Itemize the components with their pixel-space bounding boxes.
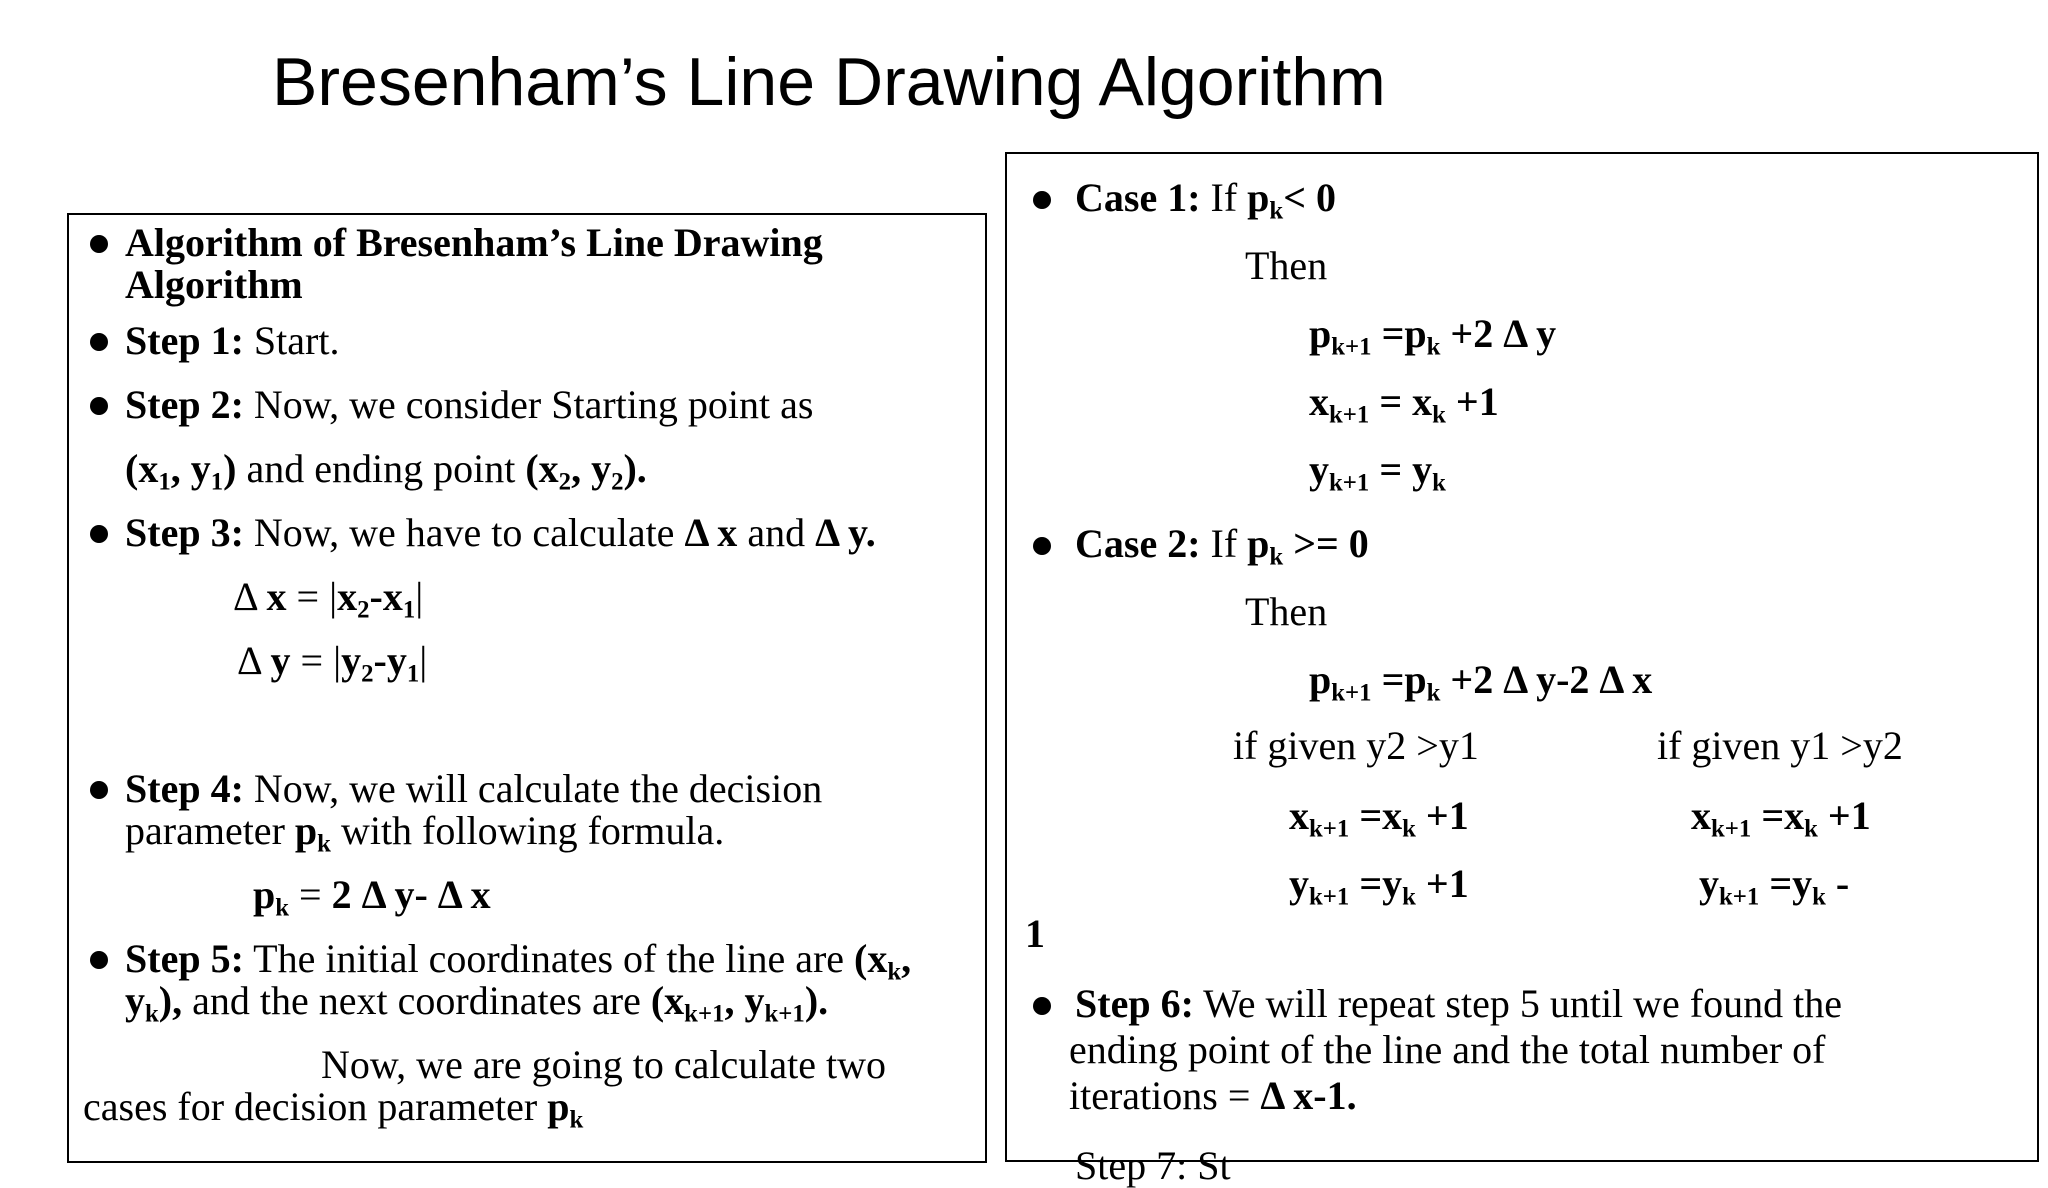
condition-y2-greater: if given y2 >y1 <box>1233 723 1479 768</box>
bullet-icon <box>90 397 108 415</box>
algorithm-steps-box <box>67 213 987 1163</box>
bullet-icon <box>90 781 108 799</box>
case-1: Case 1: If $p_k< 0$ <box>1075 175 1337 225</box>
bullet-icon <box>90 951 108 969</box>
step-4-line2: parameter $p_k$ with following formula. <box>125 808 725 858</box>
step-6-line3: iterations = Δ x-1. <box>1069 1073 1357 1118</box>
step-2-text: Now, we consider Starting point as <box>243 382 814 427</box>
case-2-p-formula: $p_{k+1} =p_k +2$ Δ y-2 Δ x <box>1309 657 1653 707</box>
case-1-p-formula: $p_{k+1} =p_k +2$ Δ y <box>1309 311 1557 361</box>
wrapped-one: 1 <box>1025 911 1045 956</box>
bullet-icon <box>90 525 108 543</box>
step-1-text: Start. <box>243 318 340 363</box>
step-2-label: Step 2: <box>125 382 244 427</box>
case-2-then: Then <box>1245 589 1328 634</box>
case-2-x-formula-a: $x_{k+1} =x_k +1$ <box>1289 793 1469 843</box>
step-2 <box>125 383 813 427</box>
step-1 <box>125 319 339 363</box>
algorithm-heading-line1: Algorithm of Bresenham’s Line Drawing <box>125 220 823 265</box>
bullet-icon <box>1033 537 1051 555</box>
slide-title: Bresenham’s Line Drawing Algorithm <box>272 44 1386 120</box>
case-1-x-formula: $x_{k+1} = x_k +1$ <box>1309 379 1499 429</box>
step-1-label: Step 1: <box>125 318 244 363</box>
step-6-line2: ending point of the line and the total number of <box>1069 1027 1826 1072</box>
case-2-x-formula-b: $x_{k+1} =x_k +1$ <box>1691 793 1871 843</box>
delta-y-formula: Δ $y = |y_2-y_1|$ <box>237 638 428 688</box>
case-2-y-formula-a: $y_{k+1} =y_k +1$ <box>1289 861 1469 911</box>
step-5: Step 5: The initial coordinates of the line are ($x_k$, <box>125 936 912 986</box>
case-2-y-formula-b: $y_{k+1} =y_k$ - <box>1699 861 1850 911</box>
step-7-partial: Step 7: St <box>1075 1143 1231 1188</box>
cases-line: cases for decision parameter $p_k$ <box>83 1084 584 1134</box>
bullet-icon <box>90 333 108 351</box>
bullet-icon <box>90 235 108 253</box>
step-5-line2: $y_k$), and the next coordinates are ($x_{k+1}$, $y_{k+1}$). <box>125 978 829 1028</box>
bullet-icon <box>1033 191 1051 209</box>
bullet-icon <box>1033 997 1051 1015</box>
step-3: Step 3: Now, we have to calculate Δ x and Δ y. <box>125 510 876 555</box>
case-2: Case 2: If $p_k >= 0$ <box>1075 521 1369 571</box>
step-6: Step 6: We will repeat step 5 until we found the <box>1075 981 1842 1026</box>
delta-x-formula: Δ $x = |x_2-x_1|$ <box>233 574 424 624</box>
case-1-y-formula: $y_{k+1} = y_k$ <box>1309 447 1446 497</box>
algorithm-heading-line2: Algorithm <box>125 262 303 307</box>
step-2-points: ($x_1$, $y_1$) and ending point ($x_2$, $y_2$). <box>125 446 647 496</box>
case-1-then: Then <box>1245 243 1328 288</box>
step-4: Step 4: Now, we will calculate the decision <box>125 766 823 811</box>
pk-formula: $p_k = 2$ Δ y- Δ x <box>253 872 491 922</box>
now-calculate-line: Now, we are going to calculate two <box>321 1042 886 1087</box>
condition-y1-greater: if given y1 >y2 <box>1657 723 1903 768</box>
cases-box <box>1005 152 2039 1188</box>
